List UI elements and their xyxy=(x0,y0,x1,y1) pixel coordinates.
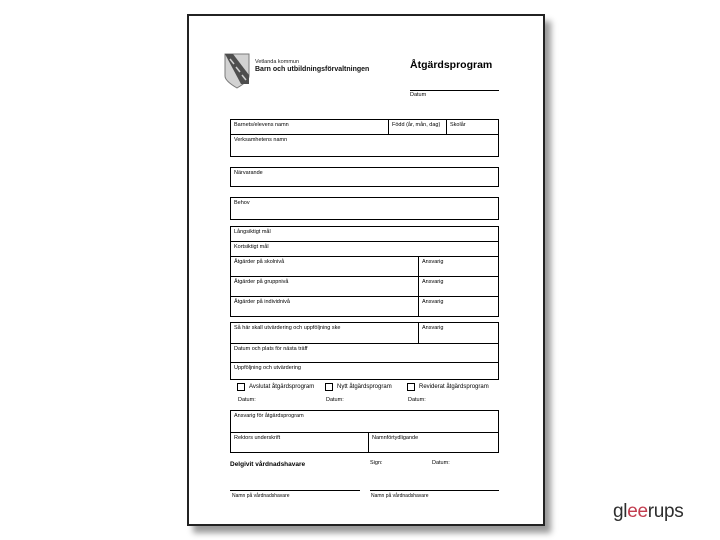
checkbox-label: Avslutat åtgärdsprogram xyxy=(249,384,315,390)
field-actions-individual-level[interactable] xyxy=(230,296,499,317)
long-term-goal-label: Långsiktigt mål xyxy=(234,229,271,235)
checkbox[interactable] xyxy=(325,383,333,391)
responsible-label: Ansvarig xyxy=(422,299,444,305)
actions-individual-responsible-field[interactable] xyxy=(418,297,498,316)
checkbox[interactable] xyxy=(237,383,245,391)
responsible-label: Ansvarig xyxy=(422,259,444,265)
municipal-coat-of-arms-icon xyxy=(224,53,250,89)
logo-text-part1: gl xyxy=(613,501,628,522)
guardian-name-label-left: Namn på vårdnadshavare xyxy=(232,493,290,499)
evaluation-responsible-field[interactable] xyxy=(418,323,498,343)
actions-group-responsible-field[interactable] xyxy=(418,277,498,296)
checkbox-label: Nytt åtgärdsprogram xyxy=(337,384,392,390)
actions-individual-level-label: Åtgärder på individnivå xyxy=(234,299,290,305)
field-follow-up[interactable] xyxy=(230,362,499,380)
responsible-label: Ansvarig xyxy=(422,325,444,331)
program-status-options xyxy=(230,381,499,407)
actions-school-level-label: Åtgärder på skolnivå xyxy=(234,259,285,265)
date-label: Datum: xyxy=(432,460,450,466)
school-year-field[interactable] xyxy=(446,120,466,134)
checkbox-date-label: Datum: xyxy=(326,397,344,403)
field-next-meeting[interactable] xyxy=(230,343,499,363)
program-responsible-label: Ansvarig för åtgärdsprogram xyxy=(234,413,304,419)
field-student-row[interactable] xyxy=(230,119,499,135)
birth-date-field[interactable] xyxy=(388,120,440,134)
guardian-name-label-right: Namn på vårdnadshavare xyxy=(371,493,429,499)
department-name: Barn och utbildningsförvaltningen xyxy=(255,65,370,73)
guardian-signature-line-left[interactable] xyxy=(230,490,360,491)
school-year-label: Skolår xyxy=(450,122,466,128)
field-present[interactable] xyxy=(230,167,499,187)
short-term-goal-label: Kortsiktigt mål xyxy=(234,244,269,250)
checkbox-date-label: Datum: xyxy=(238,397,256,403)
principal-signature-label: Rektors underskrift xyxy=(234,435,281,441)
gleerups-logo xyxy=(613,501,684,523)
header-date-label: Datum xyxy=(410,92,427,98)
form-title: Åtgärdsprogram xyxy=(410,59,493,71)
checkbox[interactable] xyxy=(407,383,415,391)
field-long-term-goal[interactable] xyxy=(230,226,499,242)
logo-text-part2: ee xyxy=(627,501,648,522)
student-name-label: Barnets/elevens namn xyxy=(234,122,289,128)
name-clarification-field[interactable] xyxy=(368,433,418,452)
present-label: Närvarande xyxy=(234,170,263,176)
field-unit-name[interactable] xyxy=(230,134,499,157)
field-short-term-goal[interactable] xyxy=(230,241,499,257)
actions-school-responsible-field[interactable] xyxy=(418,257,498,276)
checkbox-date-label: Datum: xyxy=(408,397,426,403)
notified-guardian-heading: Delgivit vårdnadshavare xyxy=(230,461,306,468)
header-date-field[interactable] xyxy=(410,90,499,91)
unit-name-label: Verksamhetens namn xyxy=(234,137,288,143)
guardian-signature-line-right[interactable] xyxy=(370,490,499,491)
sign-label: Sign: xyxy=(370,460,383,466)
field-needs[interactable] xyxy=(230,197,499,220)
document-page xyxy=(187,14,545,526)
field-evaluation-method[interactable] xyxy=(230,322,499,344)
logo-text-part3: rups xyxy=(647,501,684,522)
next-meeting-label: Datum och plats för nästa träff xyxy=(234,346,308,352)
name-clarification-label: Namnförtydligande xyxy=(372,435,419,441)
field-program-responsible[interactable] xyxy=(230,410,499,433)
needs-label: Behov xyxy=(234,200,250,206)
municipality-name: Vetlanda kommun xyxy=(255,59,300,65)
checkbox-label: Reviderat åtgärdsprogram xyxy=(419,384,489,390)
actions-group-level-label: Åtgärder på gruppnivå xyxy=(234,279,289,285)
birth-date-label: Född (år, mån, dag) xyxy=(392,122,441,128)
responsible-label: Ansvarig xyxy=(422,279,444,285)
field-actions-school-level[interactable] xyxy=(230,256,499,277)
follow-up-label: Uppföljning och utvärdering xyxy=(234,365,301,371)
organization-block xyxy=(255,59,369,75)
evaluation-method-label: Så här skall utvärdering och uppföljning ske xyxy=(234,325,341,331)
field-actions-group-level[interactable] xyxy=(230,276,499,297)
field-principal-signature[interactable] xyxy=(230,432,499,453)
